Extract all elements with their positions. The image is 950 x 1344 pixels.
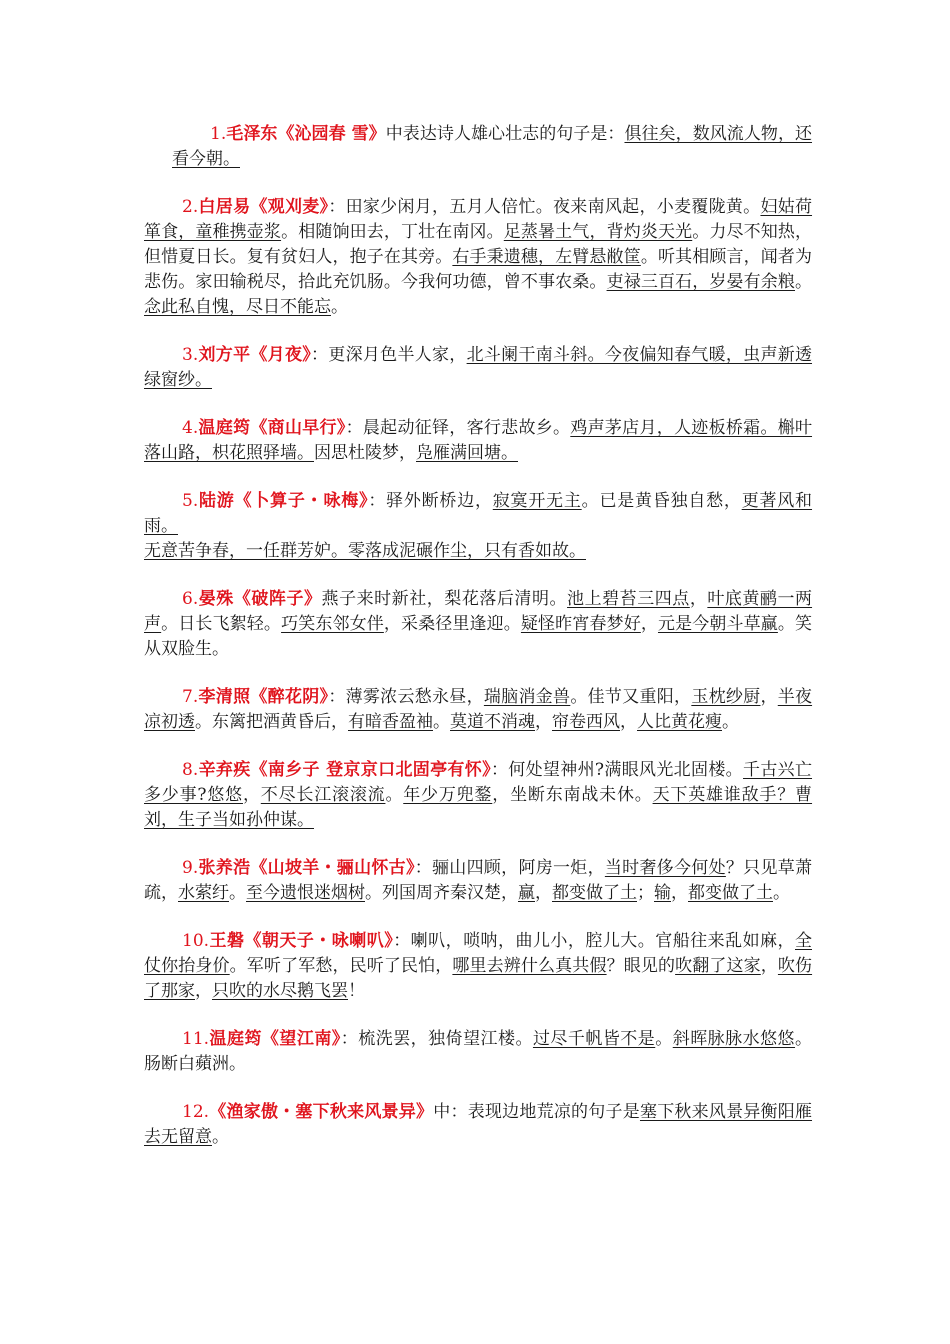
underlined-answer: 不尽长江滚滚流 bbox=[260, 785, 386, 805]
underlined-answer: 天下英雄谁敌手？曹刘，生子当如孙仲谋。 bbox=[144, 785, 813, 830]
entry-text: 。笑从双脸生。 bbox=[144, 614, 813, 659]
entry-title: 毛泽东《沁园春 雪》 bbox=[226, 124, 386, 144]
underlined-answer: 塞下秋来风景异衡阳雁去无留意 bbox=[144, 1102, 813, 1147]
entry-title: 李清照《醉花阴》 bbox=[198, 687, 329, 707]
entry-text: 中：表现边地荒凉的句子是 bbox=[433, 1102, 640, 1122]
underlined-answer: 人比黄花瘦 bbox=[637, 712, 722, 732]
entry-number: 11. bbox=[182, 1029, 210, 1049]
underlined-answer: 过尽千帆皆不是 bbox=[532, 1029, 656, 1049]
underlined-answer: 莫道不消魂 bbox=[450, 712, 535, 732]
entry-text: ， bbox=[535, 712, 552, 732]
underlined-answer: 俱往矣，数风流人物，还看今朝。 bbox=[172, 124, 813, 169]
entry-text: 。东篱把酒黄昏后， bbox=[195, 712, 348, 732]
poem-entry bbox=[144, 489, 812, 564]
entry-text: ， bbox=[535, 883, 552, 903]
underlined-answer: 右手秉遗穗，左臂悬敝筐 bbox=[452, 247, 641, 267]
entry-text: 。 bbox=[229, 883, 246, 903]
poem-entry bbox=[144, 195, 812, 320]
entry-number: 2. bbox=[182, 197, 199, 217]
entry-text: ：田家少闲月，五月人倍忙。夜来南风起，小麦覆陇黄。 bbox=[328, 197, 761, 217]
underlined-answer: 斜晖脉脉水悠悠 bbox=[672, 1029, 796, 1049]
entry-text: ， bbox=[671, 883, 688, 903]
underlined-answer: 吹伤了那家 bbox=[144, 956, 813, 1001]
entry-title: 温庭筠《望江南》 bbox=[209, 1029, 341, 1049]
underlined-answer: 全仗你抬身价 bbox=[144, 931, 812, 976]
underlined-answer: 当时奢侈今何处 bbox=[604, 858, 726, 878]
entry-text: ：薄雾浓云愁永昼， bbox=[328, 687, 484, 707]
underlined-answer: 帘卷西风 bbox=[552, 712, 620, 732]
underlined-answer: 吏禄三百石，岁晏有余粮 bbox=[606, 272, 796, 292]
entry-title: 王磐《朝天子・咏喇叭》 bbox=[209, 931, 394, 951]
entry-text: ：喇叭，唢呐，曲儿小，腔儿大。官船往来乱如麻， bbox=[393, 931, 795, 951]
underlined-answer: 都变做了土 bbox=[552, 883, 637, 903]
entry-text: ：梳洗罢，独倚望江楼。 bbox=[340, 1029, 533, 1049]
underlined-answer: 元是今朝斗草赢 bbox=[657, 614, 778, 634]
entry-text: 。 bbox=[433, 712, 450, 732]
underlined-answer: 至今遗恨迷烟树 bbox=[246, 883, 365, 903]
underlined-answer: 更著风和雨。 bbox=[144, 491, 813, 536]
entry-text: 。 bbox=[331, 297, 348, 317]
underlined-answer: 瑞脑消金兽 bbox=[483, 687, 571, 707]
poem-entry bbox=[144, 416, 812, 466]
entry-text: ：何处望神州?满眼风光北固楼。 bbox=[490, 760, 744, 780]
entry-number: 12. bbox=[182, 1102, 210, 1122]
entry-text: ； bbox=[637, 883, 654, 903]
entry-text: 中表达诗人雄心壮志的句子是： bbox=[385, 124, 625, 144]
entry-number: 8. bbox=[182, 760, 199, 780]
entry-text: 。佳节又重阳， bbox=[570, 687, 692, 707]
entry-number: 9. bbox=[182, 858, 199, 878]
poem-entry bbox=[144, 343, 812, 393]
entry-text: ， bbox=[760, 687, 778, 707]
underlined-answer: 吹翻了这家 bbox=[675, 956, 761, 976]
entry-number: 5. bbox=[182, 491, 199, 511]
entry-text: 。肠断白蘋洲。 bbox=[144, 1029, 813, 1074]
underlined-answer: 水萦纡 bbox=[178, 883, 229, 903]
underlined-answer: 池上碧苔三四点 bbox=[567, 589, 690, 609]
entry-text: 燕子来时新社，梨花落后清明。 bbox=[321, 589, 568, 609]
poem-entry bbox=[144, 587, 812, 662]
entry-title: 温庭筠《商山早行》 bbox=[198, 418, 346, 438]
underlined-answer: 半夜凉初透 bbox=[144, 687, 813, 732]
entry-title: 辛弃疾《南乡子 登京京口北固亭有怀》 bbox=[198, 760, 491, 780]
underlined-answer: 哪里去辨什么真共假 bbox=[452, 956, 607, 976]
underlined-answer: 只吹的水尽鹅飞罢 bbox=[212, 981, 348, 1001]
underlined-answer: 无意苦争春，一任群芳妒。零落成泥碾作尘，只有香如故。 bbox=[144, 541, 586, 561]
underlined-answer: 叶底黄鹂一两声 bbox=[144, 589, 813, 634]
entry-title: 陆游《卜算子・咏梅》 bbox=[198, 491, 369, 511]
entry-text: ？只见草萧疏， bbox=[144, 858, 813, 903]
entry-text: ， bbox=[640, 614, 658, 634]
entry-number: 3. bbox=[182, 345, 199, 365]
entry-text: 。 bbox=[655, 1029, 673, 1049]
entry-text: 。相随饷田去，丁壮在南冈。 bbox=[281, 222, 504, 242]
entry-text: ， bbox=[689, 589, 708, 609]
underlined-answer: 鸡声茅店月，人迹板桥霜。槲叶落山路，枳花照驿墙。 bbox=[144, 418, 813, 463]
entry-title: 《渔家傲・塞下秋来风景异》 bbox=[209, 1102, 434, 1122]
entry-number: 7. bbox=[182, 687, 199, 707]
entry-number: 6. bbox=[182, 589, 199, 609]
underlined-answer: 念此私自愧，尽日不能忘 bbox=[144, 297, 331, 317]
entry-text: 。 bbox=[722, 712, 739, 732]
entry-text: ：更深月色半人家， bbox=[311, 345, 467, 365]
entry-text: ， bbox=[620, 712, 637, 732]
entry-title: 张养浩《山坡羊・骊山怀古》 bbox=[198, 858, 415, 878]
entry-text: 。军听了军愁，民听了民怕， bbox=[229, 956, 453, 976]
entry-text: 。 bbox=[773, 883, 790, 903]
entry-text: 。听其相顾言，闻者为悲伤。家田输税尽，拾此充饥肠。今我何功德，曾不事农桑。 bbox=[144, 247, 813, 292]
underlined-answer: 足蒸暑土气，背灼炎天光 bbox=[503, 222, 693, 242]
poem-entry bbox=[144, 758, 812, 833]
entry-title: 刘方平《月夜》 bbox=[198, 345, 312, 365]
entry-text: 。已是黄昏独自愁， bbox=[581, 491, 742, 511]
entry-text: ：骊山四顾，阿房一炬， bbox=[414, 858, 605, 878]
entry-text: 。 bbox=[385, 785, 404, 805]
underlined-answer: 年少万兜鍪 bbox=[403, 785, 493, 805]
entry-text: 。 bbox=[212, 1127, 229, 1147]
underlined-answer: 疑怪昨宵春梦好 bbox=[520, 614, 641, 634]
entry-title: 晏殊《破阵子》 bbox=[198, 589, 322, 609]
poem-entry bbox=[144, 929, 812, 1004]
entry-title: 白居易《观刈麦》 bbox=[198, 197, 329, 217]
underlined-answer: 妇姑荷箪食，童稚携壶浆 bbox=[144, 197, 813, 242]
entry-text: ， bbox=[760, 956, 778, 976]
underlined-answer: 玉枕纱厨 bbox=[691, 687, 761, 707]
entry-text: ，采桑径里逢迎。 bbox=[383, 614, 521, 634]
entry-text: 。力尽不知热，但惜夏日长。复有贫妇人，抱子在其旁。 bbox=[144, 222, 813, 267]
entry-text: ， bbox=[242, 785, 261, 805]
underlined-answer: 北斗阑干南斗斜。今夜偏知春气暖，虫声新透绿窗纱。 bbox=[144, 345, 813, 390]
underlined-answer: 输 bbox=[654, 883, 671, 903]
poem-entry bbox=[144, 122, 812, 172]
underlined-answer: 都变做了土 bbox=[688, 883, 773, 903]
underlined-answer: 有暗香盈袖 bbox=[348, 712, 433, 732]
entry-text: ？眼见的 bbox=[606, 956, 676, 976]
entry-text: ， bbox=[195, 981, 212, 1001]
poem-list bbox=[144, 122, 812, 1173]
underlined-answer: 赢 bbox=[518, 883, 535, 903]
poem-entry bbox=[144, 1100, 812, 1150]
entry-text: 。 bbox=[795, 272, 813, 292]
poem-entry bbox=[144, 1027, 812, 1077]
entry-text: ：晨起动征铎，客行悲故乡。 bbox=[345, 418, 571, 438]
entry-text: ：驿外断桥边， bbox=[368, 491, 493, 511]
entry-number: 1. bbox=[210, 124, 227, 144]
entry-text: 。列国周齐秦汉楚， bbox=[365, 883, 518, 903]
poem-entry bbox=[144, 685, 812, 735]
underlined-answer: 巧笑东邻女伴 bbox=[281, 614, 384, 634]
entry-text: ！ bbox=[348, 981, 365, 1001]
entry-text: 。日长飞絮轻。 bbox=[161, 614, 282, 634]
poem-entry bbox=[144, 856, 812, 906]
underlined-answer: 千古兴亡多少事?悠悠 bbox=[144, 760, 813, 805]
entry-text: 因思杜陵梦， bbox=[314, 443, 416, 463]
underlined-answer: 凫雁满回塘。 bbox=[416, 443, 518, 463]
underlined-answer: 寂寞开无主 bbox=[492, 491, 582, 511]
entry-number: 4. bbox=[182, 418, 199, 438]
entry-text: ，坐断东南战未休。 bbox=[492, 785, 653, 805]
entry-number: 10. bbox=[182, 931, 210, 951]
